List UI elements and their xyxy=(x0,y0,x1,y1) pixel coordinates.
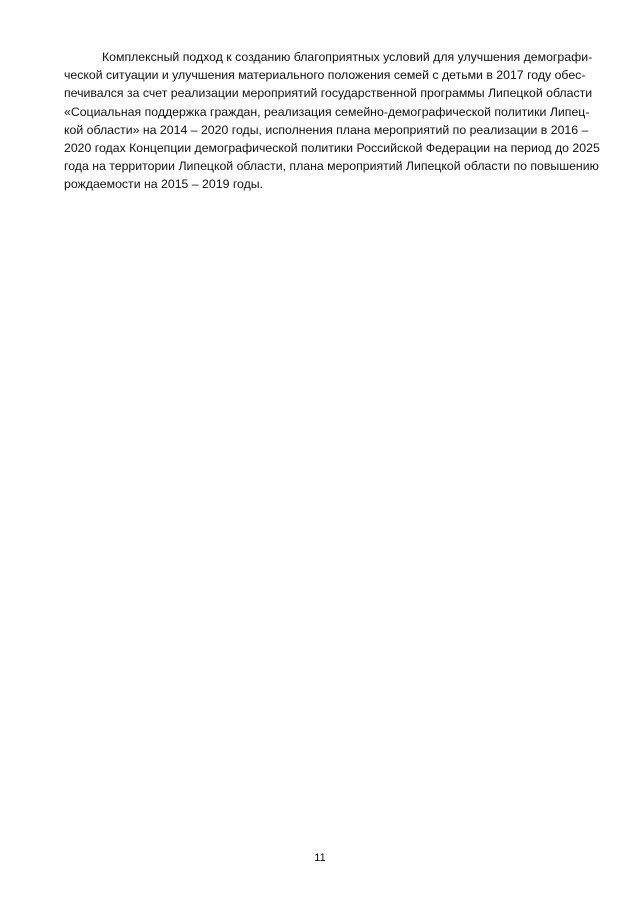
paragraph-line: 2020 годах Концепции демографической политики Российской Федерации на период до 2025 xyxy=(64,140,600,155)
paragraph-line: «Социальная поддержка граждан, реализация семейно-демографической политики Липец- xyxy=(64,104,590,119)
paragraph-line: печивался за счет реализации мероприятий государственной программы Липецкой области xyxy=(64,86,593,101)
paragraph-line: рождаемости на 2015 – 2019 годы. xyxy=(64,177,264,192)
body-paragraph xyxy=(64,48,600,194)
paragraph-line: Комплексный подход к созданию благоприятных условий для улучшения демографи- xyxy=(102,50,593,64)
paragraph-line: ческой ситуации и улучшения материального положения семей с детьми в 2017 году обес- xyxy=(64,68,586,83)
paragraph-line: кой области» на 2014 – 2020 годы, исполнения плана мероприятий по реализации в 2016 – xyxy=(64,122,589,137)
paragraph-line: года на территории Липецкой области, плана мероприятий Липецкой области по повышению xyxy=(64,159,599,174)
page-number: 11 xyxy=(314,852,326,864)
